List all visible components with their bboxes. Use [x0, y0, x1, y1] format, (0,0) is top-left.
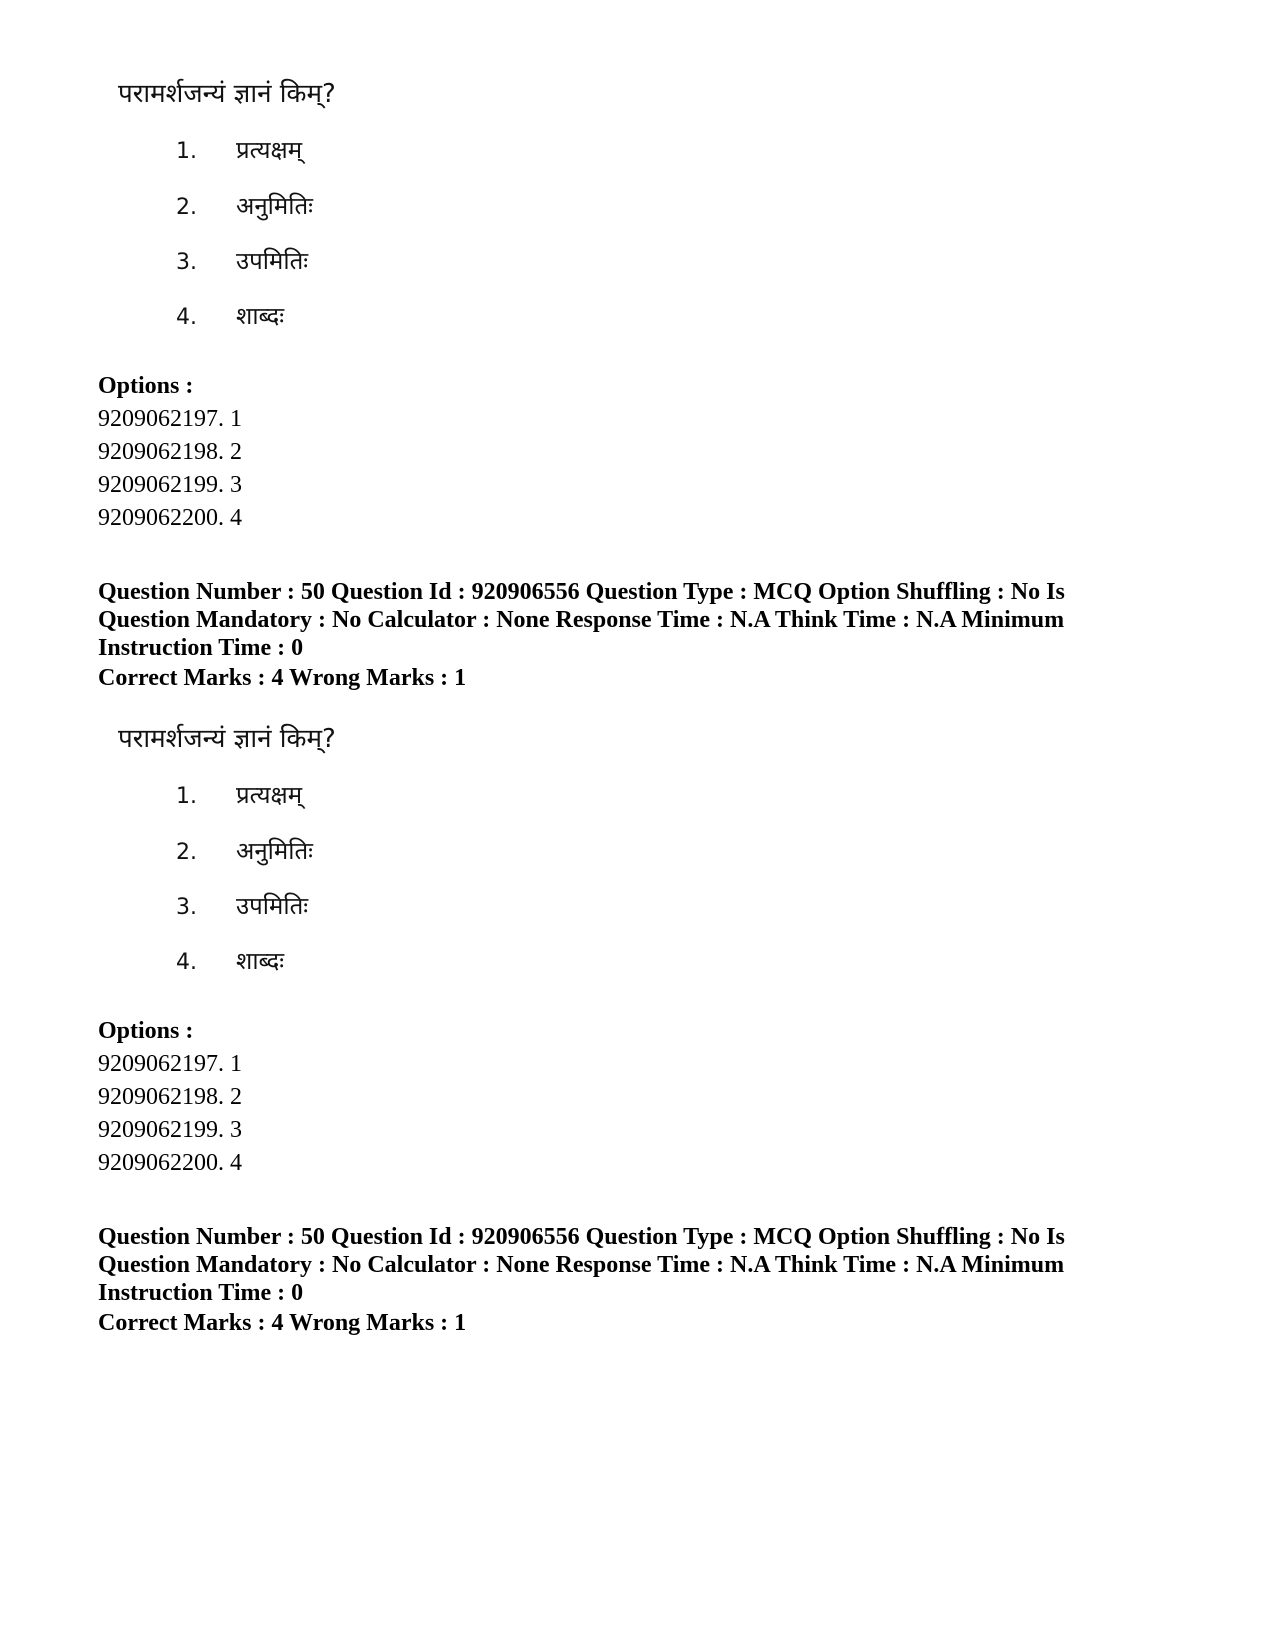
option-line: 9209062197. 1 [98, 406, 242, 432]
options-heading: Options : [98, 373, 194, 399]
choice-text: प्रत्यक्षम् [236, 136, 303, 164]
choice-number: 3. [176, 895, 197, 920]
choice-number: 1. [176, 139, 197, 164]
choice-item [176, 189, 313, 222]
question-text: परामर्शजन्यं ज्ञानं किम्? [118, 79, 336, 109]
choice-item [176, 889, 308, 922]
question-marks: Correct Marks : 4 Wrong Marks : 1 [98, 665, 467, 691]
option-line: 9209062197. 1 [98, 1051, 242, 1077]
choice-text: अनुमितिः [236, 192, 313, 220]
choice-text: उपमितिः [236, 247, 309, 275]
question-text: परामर्शजन्यं ज्ञानं किम्? [118, 724, 336, 754]
choice-number: 1. [176, 784, 197, 809]
option-line: 9209062198. 2 [98, 439, 242, 465]
choice-number: 4. [176, 305, 197, 330]
choice-item [176, 944, 284, 977]
option-line: 9209062199. 3 [98, 1117, 242, 1143]
choice-number: 2. [176, 195, 197, 220]
choice-item [176, 244, 308, 277]
choice-number: 2. [176, 840, 197, 865]
option-line: 9209062198. 2 [98, 1084, 242, 1110]
options-heading: Options : [98, 1018, 194, 1044]
choice-number: 4. [176, 950, 197, 975]
choice-text: प्रत्यक्षम् [236, 781, 303, 809]
choice-item [176, 133, 302, 166]
choice-item [176, 299, 284, 332]
choice-text: शाब्दः [236, 947, 285, 975]
choice-item [176, 834, 313, 867]
option-line: 9209062200. 4 [98, 505, 242, 531]
choice-text: शाब्दः [236, 302, 285, 330]
question-marks: Correct Marks : 4 Wrong Marks : 1 [98, 1310, 467, 1336]
option-line: 9209062199. 3 [98, 472, 242, 498]
choice-text: अनुमितिः [236, 837, 313, 865]
choice-item [176, 778, 302, 811]
choice-number: 3. [176, 250, 197, 275]
question-meta: Question Number : 50 Question Id : 920906556 Question Type : MCQ Option Shuffling : No Is Question Mandatory : No Calculator : None Response Time : N.A Think Time : N.A Minimum Instruction Time : 0 [98, 1224, 1065, 1306]
question-meta: Question Number : 50 Question Id : 920906556 Question Type : MCQ Option Shuffling : No Is Question Mandatory : No Calculator : None Response Time : N.A Think Time : N.A Minimum Instruction Time : 0 [98, 579, 1065, 661]
option-line: 9209062200. 4 [98, 1150, 242, 1176]
choice-text: उपमितिः [236, 892, 309, 920]
